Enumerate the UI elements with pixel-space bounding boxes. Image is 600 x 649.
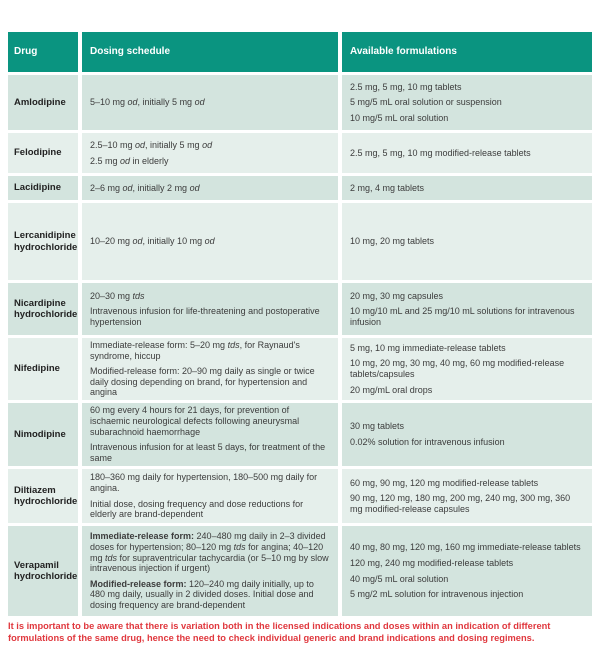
formulations-cell: 20 mg, 30 mg capsules 10 mg/10 mL and 25 mg/10 mL solutions for intravenous infusion (342, 283, 592, 335)
formulations-cell: 2.5 mg, 5 mg, 10 mg tablets 5 mg/5 mL oral solution or suspension 10 mg/5 mL oral solution (342, 75, 592, 130)
table-row-diltiazem (8, 469, 592, 523)
column-header-formulations-label: Available formulations (350, 46, 457, 58)
column-header-drug (8, 32, 78, 72)
drug-name-cell (8, 338, 78, 400)
table-row-amlodipine (8, 75, 592, 130)
formulations-cell: 2 mg, 4 mg tablets (342, 176, 592, 200)
drug-name-cell (8, 176, 78, 200)
footnote-warning-text: It is important to be aware that there is variation both in the licensed indications and doses within an indication of different formulations of the same drug, hence the need to check individual generic and brand indications and dosing regimens. (8, 621, 551, 644)
formulations-cell: 10 mg, 20 mg tablets (342, 203, 592, 280)
column-header-dosing-schedule (82, 32, 338, 72)
calcium-channel-blockers-table (8, 32, 592, 619)
formulations-cell: 2.5 mg, 5 mg, 10 mg modified-release tablets (342, 133, 592, 173)
drug-name-cell (8, 75, 78, 130)
dosing-schedule-cell: Immediate-release form: 240–480 mg daily in 2–3 divided doses for hypertension; 80–120 mg tds for angina; 40–120 mg tds for supraventricular tachycardia (or 5–10 mg by slow intravenous injection if urgent) Modified-release form: 120–240 mg daily initially, up to 480 mg daily, usually in 2 divided doses. Initial dose and dosing frequency are brand-dependent (82, 526, 338, 616)
drug-name: Nicardipine hydrochloride (14, 297, 78, 320)
dosing-schedule-cell: 2–6 mg od, initially 2 mg od (82, 176, 338, 200)
dosing-schedule-cell: 20–30 mg tds Intravenous infusion for life-threatening and postoperative hypertension (82, 283, 338, 335)
table-row-nicardipine (8, 283, 592, 335)
formulations-cell: 60 mg, 90 mg, 120 mg modified-release tablets 90 mg, 120 mg, 180 mg, 200 mg, 240 mg, 300 mg, 360 mg modified-release capsules (342, 469, 592, 523)
table-row-nimodipine (8, 403, 592, 466)
drug-name: Nifedipine (14, 363, 60, 375)
drug-name: Lacidipine (14, 182, 61, 194)
dosing-schedule-cell: 10–20 mg od, initially 10 mg od (82, 203, 338, 280)
drug-name: Amlodipine (14, 96, 66, 108)
formulations-cell: 5 mg, 10 mg immediate-release tablets 10 mg, 20 mg, 30 mg, 40 mg, 60 mg modified-release tablets/capsules 20 mg/mL oral drops (342, 338, 592, 400)
dosing-schedule-cell: Immediate-release form: 5–20 mg tds, for Raynaud's syndrome, hiccup Modified-release form: 20–90 mg daily as single or twice daily dosing depending on brand, for hypertension and angina (82, 338, 338, 400)
drug-name-cell (8, 283, 78, 335)
drug-name: Nimodipine (14, 428, 66, 440)
dosing-schedule-cell: 2.5–10 mg od, initially 5 mg od 2.5 mg od in elderly (82, 133, 338, 173)
drug-name-cell (8, 203, 78, 280)
formulations-cell: 40 mg, 80 mg, 120 mg, 160 mg immediate-release tablets 120 mg, 240 mg modified-release tablets 40 mg/5 mL oral solution 5 mg/2 mL solution for intravenous injection (342, 526, 592, 616)
dosing-schedule-cell: 180–360 mg daily for hypertension, 180–500 mg daily for angina. Initial dose, dosing frequency and dose reductions for elderly are brand-dependent (82, 469, 338, 523)
table-row-felodipine (8, 133, 592, 173)
column-header-drug-label: Drug (14, 46, 38, 58)
table-row-nifedipine (8, 338, 592, 400)
drug-name: Felodipine (14, 147, 62, 159)
drug-name: Diltiazem hydrochloride (14, 484, 78, 507)
table-row-lacidipine (8, 176, 592, 200)
column-header-dosing-label: Dosing schedule (90, 46, 171, 58)
formulations-cell: 30 mg tablets 0.02% solution for intravenous infusion (342, 403, 592, 466)
drug-name: Verapamil hydrochloride (14, 559, 78, 582)
table-row-verapamil (8, 526, 592, 616)
drug-name-cell (8, 469, 78, 523)
column-header-available-formulations (342, 32, 592, 72)
drug-name: Lercanidipine hydrochloride (14, 230, 78, 253)
drug-name-cell (8, 526, 78, 616)
drug-name-cell (8, 403, 78, 466)
dosing-schedule-cell: 60 mg every 4 hours for 21 days, for prevention of ischaemic neurological defects following aneurysmal subarachnoid haemorrhage Intravenous infusion for at least 5 days, for treatment of the same (82, 403, 338, 466)
drug-name-cell (8, 133, 78, 173)
table-row-lercanidipine (8, 203, 592, 280)
dosing-schedule-cell: 5–10 mg od, initially 5 mg od (82, 75, 338, 130)
table-header-row (8, 32, 592, 72)
